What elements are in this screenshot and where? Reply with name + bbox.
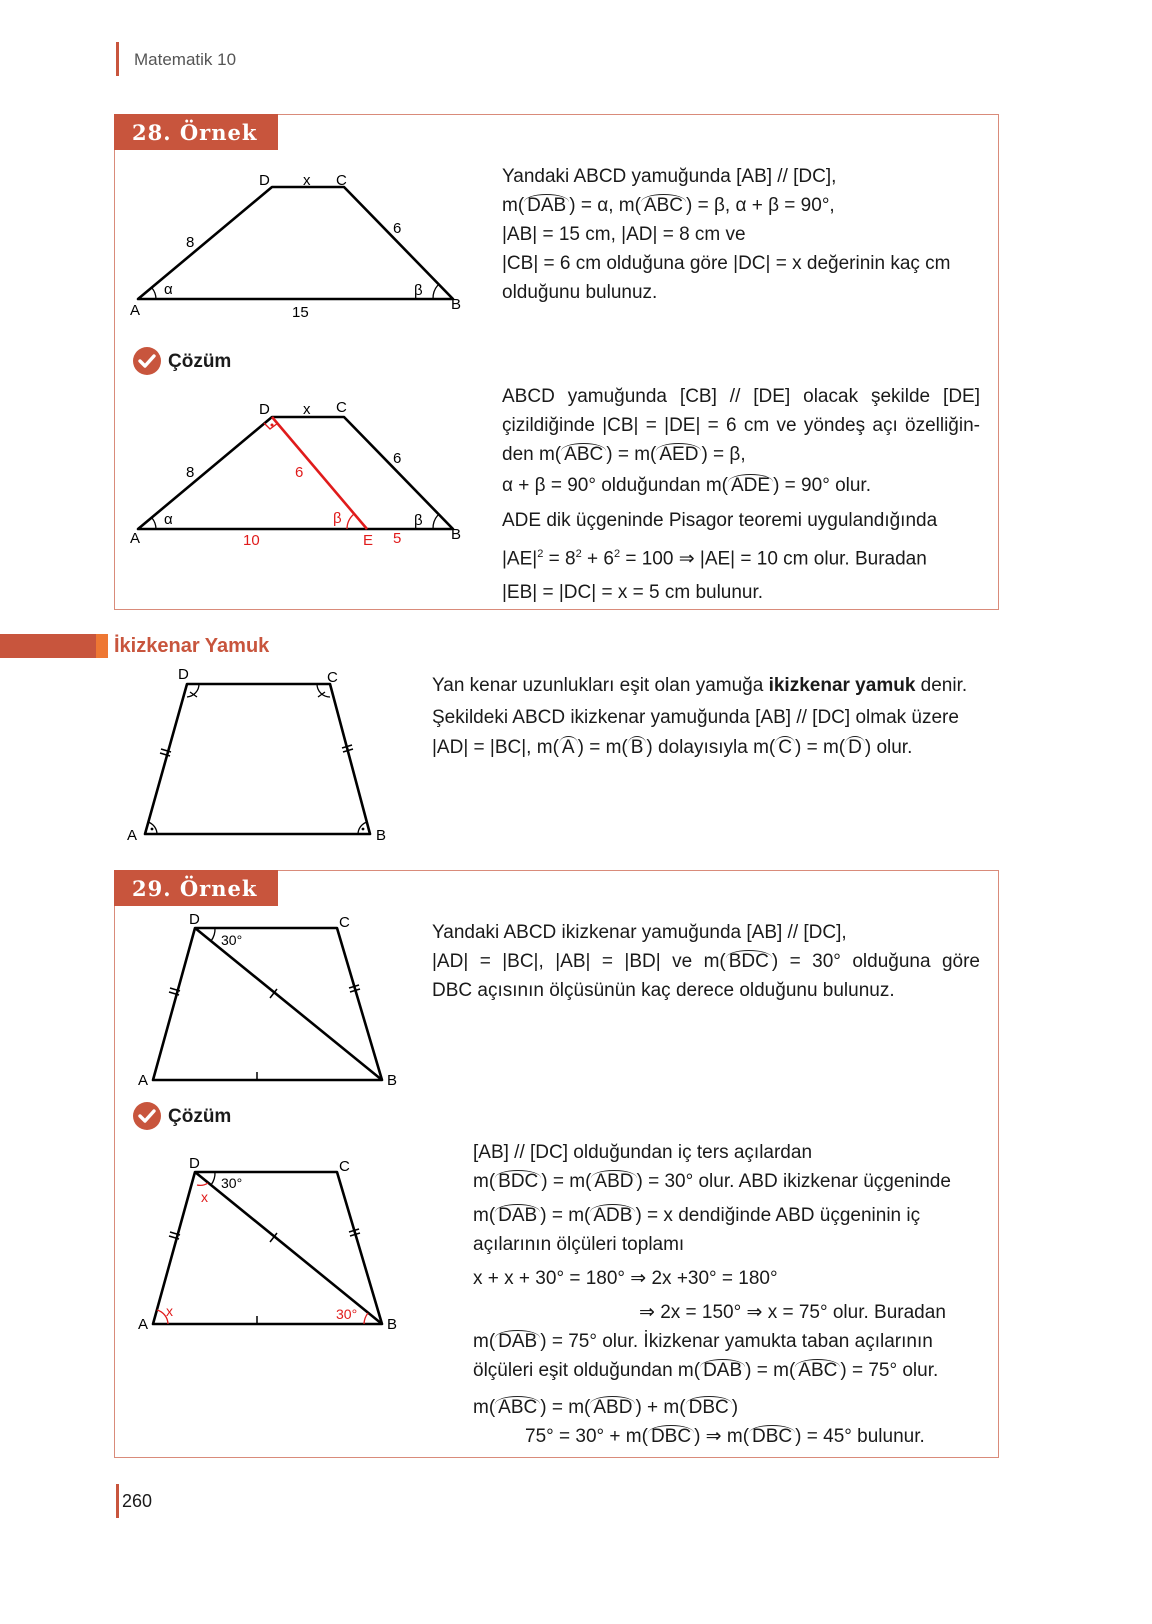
sol-fig-label-beta-e: β xyxy=(333,510,342,527)
example-28-solution-figure xyxy=(120,395,480,555)
check-circle-icon xyxy=(133,1102,161,1130)
s28-line-7: |EB| = |DC| = x = 5 cm bulunur. xyxy=(502,582,764,604)
example-29-solution xyxy=(473,1138,993,1451)
q29-line-1: Yandaki ABCD ikizkenar yamuğunda [AB] // [DC], xyxy=(432,922,847,943)
fig-label-ab: 15 xyxy=(292,304,309,321)
example-29-solution-figure xyxy=(120,1152,420,1337)
q28-line-5: olduğunu bulunuz. xyxy=(502,282,658,303)
page-number: 260 xyxy=(122,1491,153,1511)
header-title: Matematik 10 xyxy=(134,50,237,69)
fig-label-alpha: α xyxy=(164,281,173,298)
sol-fig-label-a: A xyxy=(130,530,141,547)
example-28-solution xyxy=(502,382,980,607)
fig-label-d: D xyxy=(259,172,270,189)
section-accent-square xyxy=(96,634,108,658)
sol-fig-label-de: 6 xyxy=(295,464,304,481)
example-28-tag: 28. Örnek xyxy=(114,114,278,150)
s28-line-5: ADE dik üçgeninde Pisagor teoremi uygulandığında xyxy=(502,510,938,531)
q28-line-4: |CB| = 6 cm olduğuna göre |DC| = x değerinin kaç cm xyxy=(502,253,951,274)
iso-label-c: C xyxy=(327,669,338,686)
iso-label-d: D xyxy=(178,666,189,683)
q28-line-2: m( DAB ) = α, m( ABC ) = β, α + β = 90°, xyxy=(502,195,835,216)
q28-line-3: |AB| = 15 cm, |AD| = 8 cm ve xyxy=(502,224,746,245)
check-circle-icon xyxy=(133,347,161,375)
q29-line-3: DBC açısının ölçüsünün kaç derece olduğunu bulunuz. xyxy=(432,980,895,1001)
sol-fig-label-d: D xyxy=(259,401,270,418)
fig-label-beta: β xyxy=(414,282,423,299)
fig29-label-c: C xyxy=(339,914,350,931)
sol29-label-x-a: x xyxy=(166,1303,173,1319)
sec-line-1: Yan kenar uzunlukları eşit olan yamuğa ikizkenar yamuk denir. xyxy=(432,675,968,696)
s28-line-4: α + β = 90° olduğundan m( ADE ) = 90° olur. xyxy=(502,475,871,496)
section-accent-bar xyxy=(0,634,100,658)
example-29-figure xyxy=(120,908,420,1093)
s29-line-6: ⇒ 2x = 150° ⇒ x = 75° olur. Buradan xyxy=(639,1302,946,1323)
q28-line-1: Yandaki ABCD yamuğunda [AB] // [DC], xyxy=(502,166,837,187)
s29-line-1: [AB] // [DC] olduğundan iç ters açılardan xyxy=(473,1142,813,1163)
example-29-question xyxy=(432,918,980,1005)
footer-accent-bar xyxy=(116,1484,119,1518)
fig-label-cb: 6 xyxy=(393,220,402,237)
sol-fig-label-e: E xyxy=(363,532,374,549)
s29-line-10: 75° = 30° + m( DBC ) ⇒ m( DBC ) = 45° bulunur. xyxy=(525,1426,925,1447)
fig-label-b: B xyxy=(451,296,462,313)
sol29-label-30-top: 30° xyxy=(221,1175,243,1191)
sol-fig-label-x: x xyxy=(303,401,311,418)
s29-line-7: m( DAB ) = 75° olur. İkizkenar yamukta taban açılarının xyxy=(473,1331,933,1352)
sol-fig-label-cb: 6 xyxy=(393,450,402,467)
sol-fig-label-eb: 5 xyxy=(393,530,402,547)
example-28-question xyxy=(502,162,982,307)
sol-fig-label-c: C xyxy=(336,399,347,416)
fig-label-ad: 8 xyxy=(186,234,195,251)
s29-line-8: ölçüleri eşit olduğundan m( DAB ) = m( ABC ) = 75° olur. xyxy=(473,1360,939,1381)
s28-line-2: çizildiğinde |CB| = |DE| = 6 cm ve yöndeş açı özelliğin- xyxy=(502,415,980,436)
s28-line-1: ABCD yamuğunda [CB] // [DE] olacak şekilde [DE] xyxy=(502,386,980,407)
fig29-label-d: D xyxy=(189,911,200,928)
sol-fig-label-ad: 8 xyxy=(186,464,195,481)
example-28-solution-label: Çözüm xyxy=(168,351,232,372)
sol-fig-label-b: B xyxy=(451,526,462,543)
s29-line-3: m( DAB ) = m( ADB ) = x dendiğinde ABD üçgeninin iç xyxy=(473,1205,921,1226)
s28-line-3: den m( ABC ) = m( AED ) = β, xyxy=(502,444,746,465)
example-29-tag: 29. Örnek xyxy=(114,870,278,906)
sol29-label-a: A xyxy=(138,1316,149,1333)
s29-line-9: m( ABC ) = m( ABD ) + m( DBC ) xyxy=(473,1397,739,1418)
s28-line-6: $|AE|^2 = 8^2 + 6^2 = 100$ ⇒ |AE| = 10 cm olur. Buradan xyxy=(502,548,927,570)
sol-fig-label-alpha: α xyxy=(164,511,173,528)
s29-line-4: açılarının ölçüleri toplamı xyxy=(473,1234,685,1255)
sol29-label-d: D xyxy=(189,1155,200,1172)
sol-fig-label-ae: 10 xyxy=(243,532,260,549)
sec-line-2: Şekildeki ABCD ikizkenar yamuğunda [AB] // [DC] olmak üzere xyxy=(432,707,959,728)
example-29-solution-label: Çözüm xyxy=(168,1106,232,1127)
sol29-label-30-b: 30° xyxy=(336,1306,358,1322)
sol-fig-label-beta-b: β xyxy=(414,512,423,529)
header-accent-bar xyxy=(116,42,119,76)
s29-line-5: x + x + 30° = 180° ⇒ 2x +30° = 180° xyxy=(473,1268,778,1289)
fig29-label-angle: 30° xyxy=(221,932,243,948)
fig-label-a: A xyxy=(130,302,141,319)
s29-line-2: m( BDC ) = m( ABD ) = 30° olur. ABD ikizkenar üçgeninde xyxy=(473,1171,951,1192)
section-text xyxy=(432,670,1002,762)
fig29-label-b: B xyxy=(387,1072,398,1089)
fig-label-x: x xyxy=(303,172,311,189)
sol29-label-c: C xyxy=(339,1158,350,1175)
section-title: İkizkenar Yamuk xyxy=(114,635,270,657)
fig29-label-a: A xyxy=(138,1072,149,1089)
sol29-label-b: B xyxy=(387,1316,398,1333)
iso-label-b: B xyxy=(376,827,387,844)
fig-label-c: C xyxy=(336,172,347,189)
sol29-label-x-d: x xyxy=(201,1189,208,1205)
sec-line-3: |AD| = |BC|, m( A ) = m( B ) dolayısıyla m( C ) = m( D ) olur. xyxy=(432,737,913,758)
q29-line-2: |AD| = |BC|, |AB| = |BD| ve m( BDC ) = 30° olduğuna göre xyxy=(432,951,980,972)
isosceles-trapezoid-figure xyxy=(120,665,400,845)
example-28-figure xyxy=(120,165,480,325)
iso-label-a: A xyxy=(127,827,138,844)
